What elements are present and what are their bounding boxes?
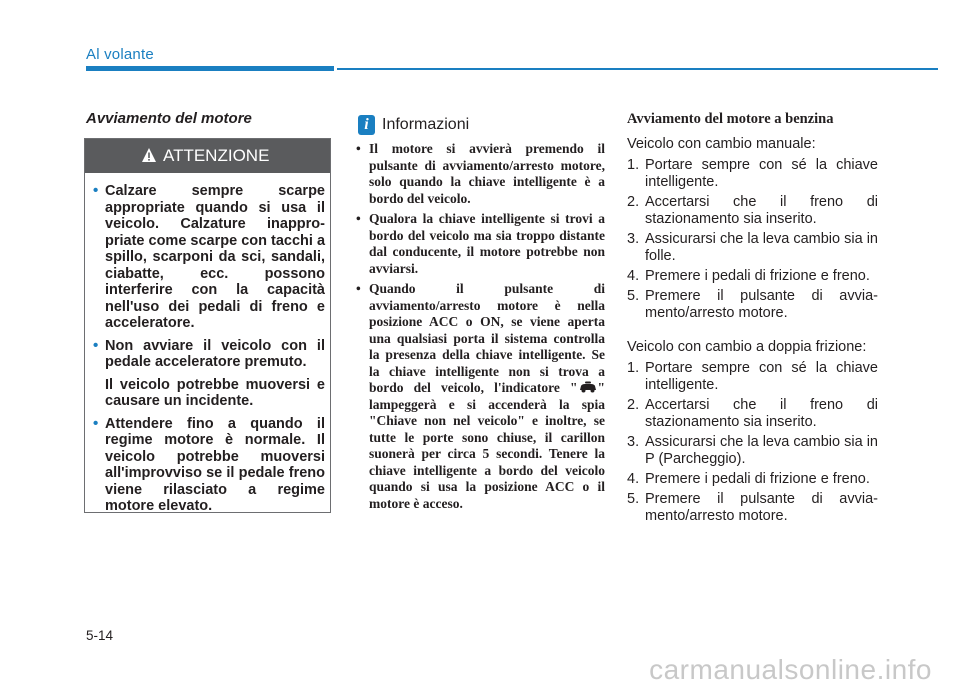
column3-heading: Avviamento del motore a benzina [627, 111, 834, 127]
manual-step [627, 288, 878, 322]
dct-step [627, 397, 878, 431]
bullet: • [356, 281, 361, 296]
manual-intro: Veicolo con cambio manuale: [627, 136, 816, 152]
warning-header [85, 139, 330, 173]
bullet: • [356, 211, 361, 226]
step-text: Assicurarsi che la leva cambio sia in P (Parcheggio). [645, 434, 878, 467]
info-item [354, 281, 605, 512]
info-item-text: " lampeggerà e si accenderà la spia "Chiave non nel veicolo" e inoltre, se tutte le porte sono chiuse, il carillon suonerà per circa 5 secondi. Tenere la chiave intelligente a bordo del veicolo quando si usa la posizione ACC o il motore è acceso. [369, 380, 605, 511]
step-number: 1. [627, 157, 640, 173]
manual-step [627, 268, 878, 285]
warning-item-text: Calzare sempre scarpe appropriate quando si usa il veicolo. Calzature inappro-priate come scarpe con tacchi a spillo, scarponi da sci, sandali, ciabatte, ecc. possono interferire con la capacità nell'uso dei pedali di freno e acceleratore. [105, 183, 326, 331]
manual-step [627, 194, 878, 228]
step-number: 2. [627, 194, 640, 210]
warning-list [89, 183, 325, 521]
step-number: 5. [627, 288, 640, 304]
info-title: Informazioni [382, 116, 470, 133]
step-number: 1. [627, 360, 640, 376]
step-number: 4. [627, 268, 640, 284]
header-rule-thin [337, 68, 938, 70]
bullet-dot: • [93, 336, 99, 354]
info-item [354, 141, 605, 207]
dct-step [627, 471, 878, 488]
manual-step [627, 231, 878, 265]
step-text: Assicurarsi che la leva cambio sia in folle. [645, 231, 878, 264]
info-list [354, 141, 605, 516]
step-text: Premere i pedali di frizione e freno. [645, 268, 870, 284]
step-text: Portare sempre con sé la chiave intelligente. [645, 157, 878, 190]
warning-triangle-icon [141, 147, 157, 163]
step-text: Accertarsi che il freno di stazionamento sia inserito. [645, 194, 878, 227]
warning-item [89, 183, 325, 332]
bullet-dot: • [93, 182, 99, 199]
bullet: • [356, 141, 361, 156]
info-item-text: Quando il pulsante di avviamento/arresto motore è nella posizione ACC o ON, se viene aperta una qualsiasi porta il sistema controlla la presenza della chiave intelligente. Se la chiave intelligente non si trova a bordo del veicolo, l'indicatore " [369, 281, 605, 395]
step-number: 3. [627, 434, 640, 450]
header-rule-thick [86, 66, 334, 71]
warning-item-text: Non avviare il veicolo con il pedale acceleratore premuto. [105, 337, 325, 370]
dct-step [627, 491, 878, 525]
step-text: Portare sempre con sé la chiave intelligente. [645, 360, 878, 393]
info-item-text: Qualora la chiave intelligente si trovi a bordo del veicolo ma sia troppo distante dal conducente, il motore potrebbe non avviarsi. [369, 211, 605, 276]
step-text: Premere il pulsante di avvia-mento/arresto motore. [645, 491, 878, 524]
column3 [627, 110, 878, 528]
warning-box [84, 138, 331, 513]
step-number: 2. [627, 397, 640, 413]
dct-step [627, 434, 878, 468]
info-icon: i [358, 115, 375, 135]
step-text: Premere i pedali di frizione e freno. [645, 471, 870, 487]
bullet-dot: • [93, 414, 99, 432]
step-text: Accertarsi che il freno di stazionamento sia inserito. [645, 397, 878, 430]
step-text: Premere il pulsante di avvia-mento/arresto motore. [645, 288, 878, 321]
step-number: 5. [627, 491, 640, 507]
column1-heading: Avviamento del motore [86, 110, 252, 127]
warning-item-text: Attendere fino a quando il regime motore è normale. Il veicolo potrebbe muoversi all'improvviso se il pedale freno viene rilasciato a regime motore elevato. [105, 415, 325, 514]
warning-item-subtext: Il veicolo potrebbe muoversi e causare un incidente. [105, 376, 325, 409]
dct-intro: Veicolo con cambio a doppia frizione: [627, 339, 867, 355]
section-title: Al volante [86, 46, 154, 63]
info-item-text: Il motore si avvierà premendo il pulsante di avviamento/arresto motore, solo quando la chiave intelligente è a bordo del veicolo. [369, 141, 605, 206]
info-item [354, 211, 605, 277]
watermark: carmanualsonline.info [649, 654, 932, 685]
page-number: 5-14 [86, 628, 114, 643]
key-indicator-icon [578, 381, 598, 393]
warning-item [89, 416, 325, 515]
step-number: 3. [627, 231, 640, 247]
manual-step [627, 157, 878, 191]
step-number: 4. [627, 471, 640, 487]
warning-title: ATTENZIONE [163, 146, 270, 165]
dct-step [627, 360, 878, 394]
warning-item [89, 338, 325, 371]
